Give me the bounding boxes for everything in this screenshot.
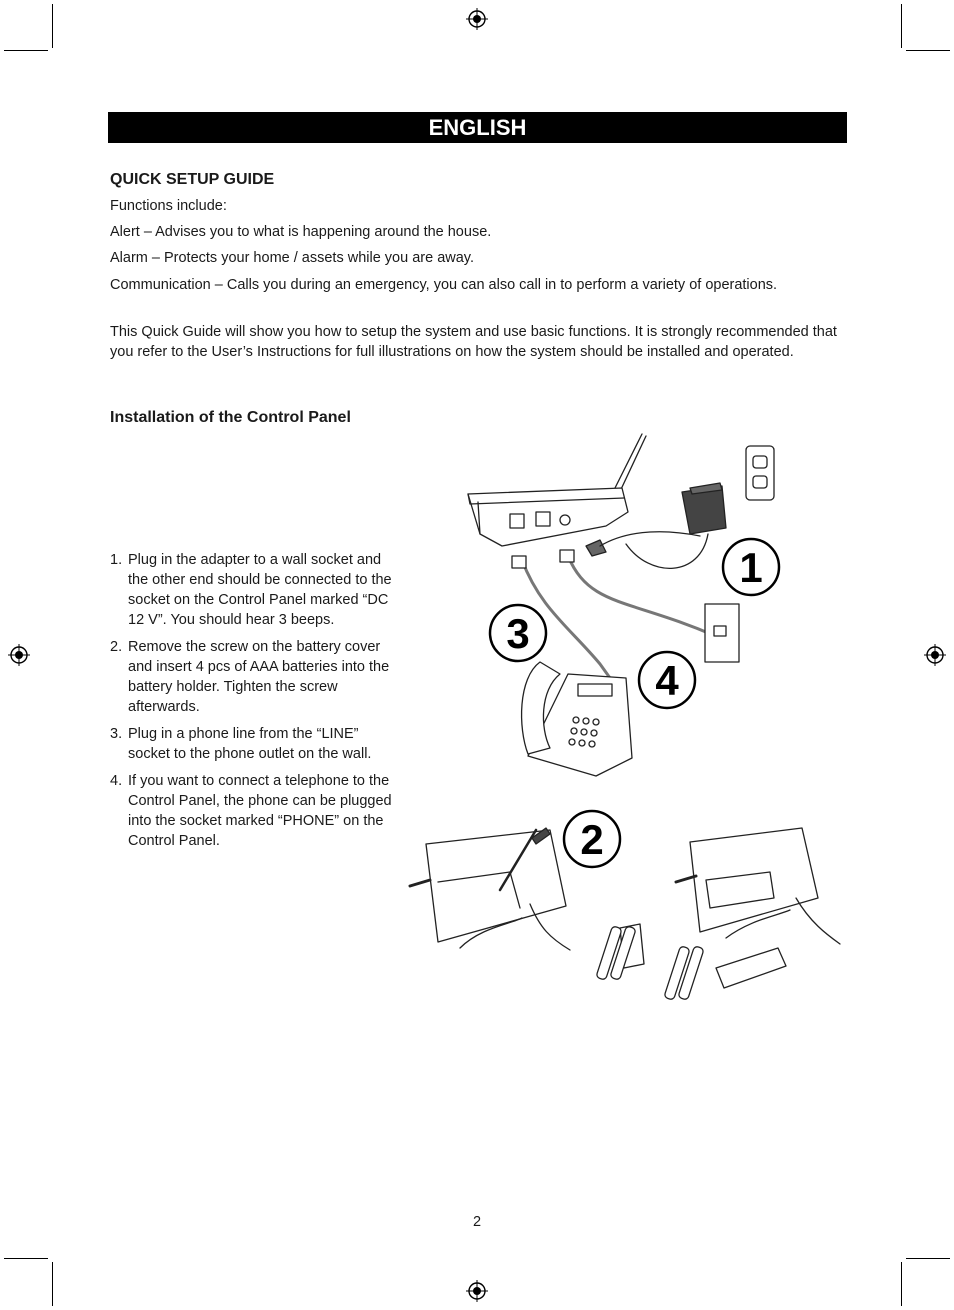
crop-mark [906,1258,950,1259]
callout-number: 3 [506,610,530,657]
functions-intro: Functions include: [110,198,227,214]
callout-number: 4 [655,657,679,704]
step-number: 2. [110,639,123,655]
callout-4 [639,652,695,708]
crop-mark [4,1258,48,1259]
registration-mark-icon [466,8,488,30]
callout-number: 1 [739,544,763,591]
rj11-plug-drawing [512,556,526,568]
registration-mark-icon [924,644,946,666]
line-cord [568,556,720,638]
quick-setup-heading: QUICK SETUP GUIDE [110,171,275,188]
list-item [110,724,402,764]
telephone-drawing [522,662,632,776]
alarm-description: Alarm – Protects your home / assets while you are away. [110,250,474,266]
callout-number: 2 [580,816,604,863]
callout-3 [490,605,546,661]
installation-steps [110,550,402,858]
registration-mark-icon [8,644,30,666]
crop-mark [52,1262,53,1306]
crop-mark [906,50,950,51]
wall-outlet-drawing [746,446,774,500]
installation-illustration [400,428,850,1018]
crop-mark [901,4,902,48]
installation-heading: Installation of the Control Panel [110,409,351,426]
language-banner: ENGLISH [108,112,847,143]
list-item [110,637,402,717]
callout-1 [723,539,779,595]
step-number: 4. [110,773,123,789]
crop-mark [901,1262,902,1306]
alert-description: Alert – Advises you to what is happening around the house. [110,224,492,240]
page-number: 2 [472,1214,482,1230]
callout-2 [564,811,620,867]
step-number: 1. [110,552,123,568]
step-text: Plug in a phone line from the “LINE” socket to the phone outlet on the wall. [128,726,372,762]
step-number: 3. [110,726,123,742]
phone-jack-drawing [705,604,739,662]
control-panel-drawing [468,434,646,546]
crop-mark [4,50,48,51]
communication-description: Communication – Calls you during an emergency, you can also call in to perform a variety of operations. [110,277,778,293]
step-text: Plug in the adapter to a wall socket and the other end should be connected to the socket on the Control Panel marked “DC 12 V”. You should hear 3 beeps. [128,552,392,628]
step-text: If you want to connect a telephone to the Control Panel, the phone can be plugged into the socket marked “PHONE” on the Control Panel. [128,773,392,849]
guide-note: This Quick Guide will show you how to setup the system and use basic functions. It is strongly recommended that you refer to the User’s Instructions for full illustrations on how the system should be installed and operated. [110,324,837,360]
step-text: Remove the screw on the battery cover and insert 4 pcs of AAA batteries into the battery holder. Tighten the screw afterwards. [128,639,390,715]
list-item [110,550,402,630]
rj11-plug-drawing [560,550,574,562]
registration-mark-icon [466,1280,488,1302]
crop-mark [52,4,53,48]
list-item [110,771,402,851]
battery-step-drawing [410,828,840,1000]
